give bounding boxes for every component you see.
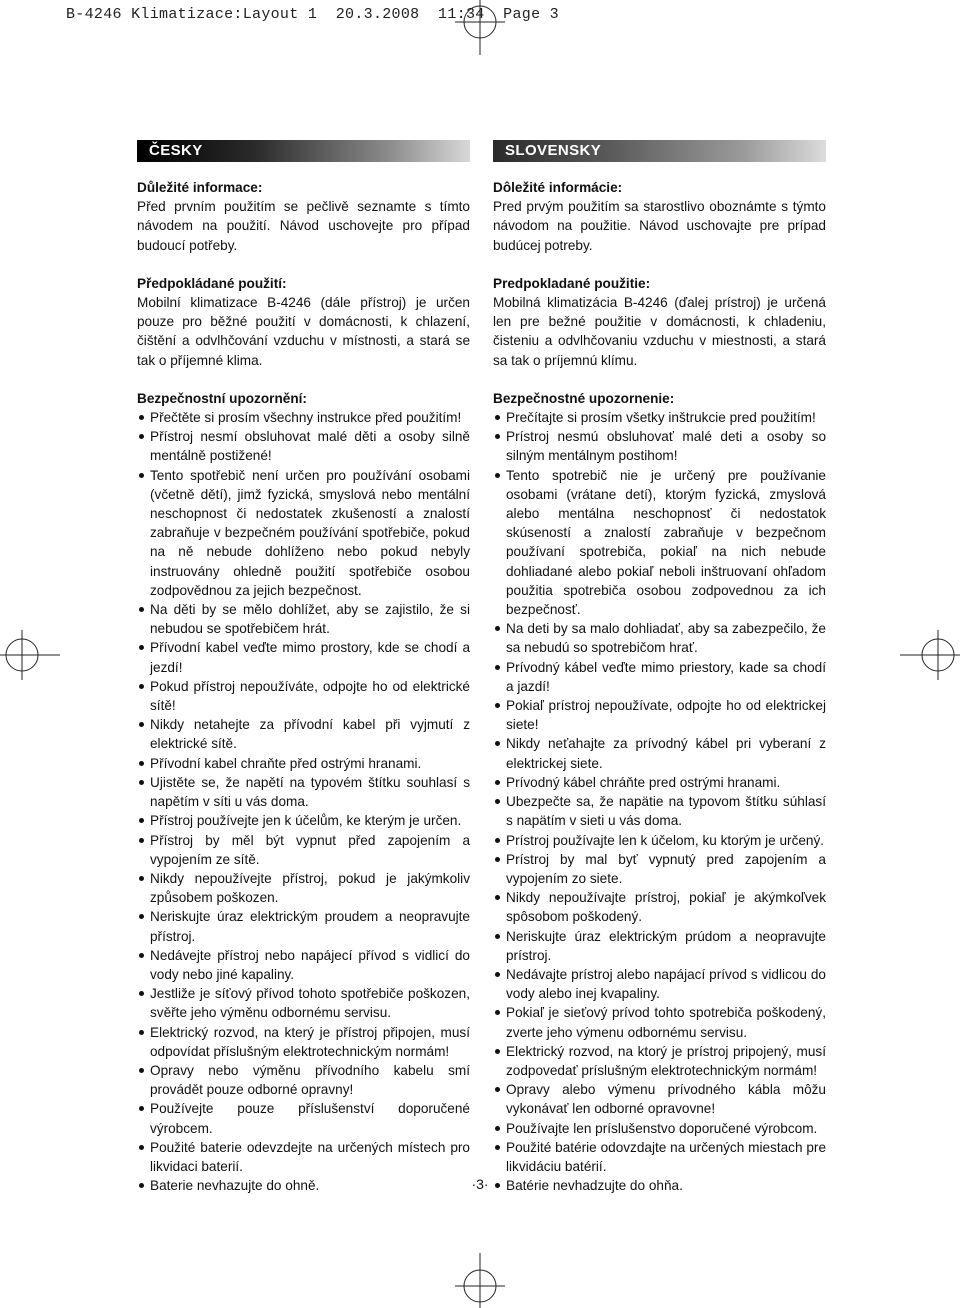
list-item: Používajte len príslušenstvo doporučené výrobcom. bbox=[493, 1119, 826, 1138]
list-item: Jestliže je síťový přívod tohoto spotřebiče poškozen, svěřte jeho výměnu odbornému servisu. bbox=[137, 984, 470, 1022]
important-info-section bbox=[137, 178, 470, 255]
list-item: Batérie nevhadzujte do ohňa. bbox=[493, 1176, 826, 1195]
list-item: Nikdy netahejte za přívodní kabel při vyjmutí z elektrické sítě. bbox=[137, 715, 470, 753]
registration-mark-bottom-icon bbox=[450, 1248, 510, 1308]
safety-heading: Bezpečnostné upozornenie: bbox=[493, 390, 675, 406]
registration-mark-right-icon bbox=[896, 625, 960, 685]
safety-list bbox=[137, 408, 470, 1195]
list-item: Pokud přístroj nepoužíváte, odpojte ho od elektrické sítě! bbox=[137, 677, 470, 715]
list-item: Tento spotrebič nie je určený pre používanie osobami (vrátane detí), ktorým fyzická, zmyslová alebo mentálna neschopnosť či nedostatok skúseností a znalostí zabraňuje v bezpečnom používaní spotrebiča, pokiaľ na nich nebude dohliadané alebo pokiaľ neboli inštruovaní ohľadom použitia spotrebiča osobou zodpovednou za ich bezpečnosť. bbox=[493, 466, 826, 620]
list-item: Prístroj by mal byť vypnutý pred zapojením a vypojením zo siete. bbox=[493, 850, 826, 888]
list-item: Ujistěte se, že napětí na typovém štítku souhlasí s napětím v síti u vás doma. bbox=[137, 773, 470, 811]
intended-use-section bbox=[137, 274, 470, 370]
list-item: Nedávajte prístroj alebo napájací prívod s vidlicou do vody alebo inej kvapaliny. bbox=[493, 965, 826, 1003]
slovak-column bbox=[493, 140, 826, 1195]
list-item: Tento spotřebič není určen pro používání osobami (včetně dětí), jimž fyzická, smyslová nebo mentální neschopnost či nedostatek zkušeností a znalostí zabraňuje v bezpečném používání spotřebiče, pokud na ně nebude dohlíženo nebo pokud nebyly instruovány ohledně použití spotřebiče osobou zodpovědnou za jejich bezpečnost. bbox=[137, 466, 470, 600]
list-item: Opravy alebo výmenu prívodného kábla môžu vykonávať len odborné opravovne! bbox=[493, 1080, 826, 1118]
intended-use-text: Mobilní klimatizace B-4246 (dále přístroj) je určen pouze pro běžné použití v domácnosti, k chlazení, čištění a odvlhčování vzduchu v místnosti, a stará se tak o příjemné klima. bbox=[137, 295, 470, 368]
safety-heading: Bezpečnostní upozornění: bbox=[137, 390, 307, 406]
registration-mark-top-icon bbox=[450, 0, 510, 60]
list-item: Prístroj nesmú obsluhovať malé deti a osoby so silným mentálnym postihom! bbox=[493, 427, 826, 465]
registration-mark-left-icon bbox=[0, 625, 64, 685]
list-item: Ubezpečte sa, že napätie na typovom štítku súhlasí s napätím v sieti u vás doma. bbox=[493, 792, 826, 830]
list-item: Na děti by se mělo dohlížet, aby se zajistilo, že si nebudou se spotřebičem hrát. bbox=[137, 600, 470, 638]
list-item: Použité batérie odovzdajte na určených miestach pre likvidáciu batérií. bbox=[493, 1138, 826, 1176]
list-item: Baterie nevhazujte do ohně. bbox=[137, 1176, 470, 1195]
list-item: Prívodný kábel veďte mimo priestory, kade sa chodí a jazdí! bbox=[493, 658, 826, 696]
list-item: Přívodní kabel chraňte před ostrými hranami. bbox=[137, 754, 470, 773]
intended-use-text: Mobilná klimatizácia B-4246 (ďalej prístroj) je určená len pre bežné použitie v domácnosti, k chladeniu, čisteniu a odvlhčovaniu vzduchu v miestnosti, a stará sa tak o príjemnú klímu. bbox=[493, 295, 826, 368]
list-item: Přístroj používejte jen k účelům, ke kterým je určen. bbox=[137, 811, 470, 830]
list-item: Přečtěte si prosím všechny instrukce před použitím! bbox=[137, 408, 470, 427]
list-item: Použité baterie odevzdejte na určených místech pro likvidaci baterií. bbox=[137, 1138, 470, 1176]
list-item: Prívodný kábel chráňte pred ostrými hranami. bbox=[493, 773, 826, 792]
important-info-text: Před prvním použitím se pečlivě seznamte s tímto návodem na použití. Návod uschovejte pro případ budoucí potřeby. bbox=[137, 199, 470, 253]
intended-use-section bbox=[493, 274, 826, 370]
page-number: ·3· bbox=[471, 1176, 489, 1192]
list-item: Neriskujte úraz elektrickým proudem a neopravujte přístroj. bbox=[137, 907, 470, 945]
important-info-heading: Důležité informace: bbox=[137, 180, 263, 195]
intended-use-heading: Predpokladané použitie: bbox=[493, 275, 651, 291]
list-item: Přístroj by měl být vypnut před zapojením a vypojením ze sítě. bbox=[137, 831, 470, 869]
important-info-section bbox=[493, 178, 826, 255]
safety-list bbox=[493, 408, 826, 1195]
list-item: Nikdy neťahajte za prívodný kábel pri vyberaní z elektrickej siete. bbox=[493, 734, 826, 772]
list-item: Pokiaľ je sieťový prívod tohto spotrebiča poškodený, zverte jeho výmenu odbornému servisu. bbox=[493, 1003, 826, 1041]
list-item: Neriskujte úraz elektrickým prúdom a neopravujte prístroj. bbox=[493, 927, 826, 965]
czech-column bbox=[137, 140, 470, 1195]
list-item: Přívodní kabel veďte mimo prostory, kde se chodí a jezdí! bbox=[137, 638, 470, 676]
important-info-text: Pred prvým použitím sa starostlivo oboznámte s týmto návodom na použitie. Návod uschovajte pre prípad budúcej potreby. bbox=[493, 199, 826, 253]
list-item: Prečítajte si prosím všetky inštrukcie pred použitím! bbox=[493, 408, 826, 427]
list-item: Opravy nebo výměnu přívodního kabelu smí provádět pouze odborné opravny! bbox=[137, 1061, 470, 1099]
list-item: Na deti by sa malo dohliadať, aby sa zabezpečilo, že sa nebudú so spotrebičom hrať. bbox=[493, 619, 826, 657]
list-item: Nikdy nepoužívajte prístroj, pokiaľ je akýmkoľvek spôsobom poškodený. bbox=[493, 888, 826, 926]
list-item: Používejte pouze příslušenství doporučené výrobcem. bbox=[137, 1099, 470, 1137]
important-info-heading: Dôležité informácie: bbox=[493, 180, 623, 195]
print-slug: B-4246 Klimatizace:Layout 1 20.3.2008 11:34 Page 3 bbox=[66, 6, 559, 23]
intended-use-heading: Předpokládané použití: bbox=[137, 275, 287, 291]
list-item: Nedávejte přístroj nebo napájecí přívod s vidlicí do vody nebo jiné kapaliny. bbox=[137, 946, 470, 984]
section-title-slovak: SLOVENSKY bbox=[493, 140, 826, 162]
list-item: Elektrický rozvod, na ktorý je prístroj pripojený, musí zodpovedať príslušným elektrotechnickým normám! bbox=[493, 1042, 826, 1080]
list-item: Přístroj nesmí obsluhovat malé děti a osoby silně mentálně postižené! bbox=[137, 427, 470, 465]
list-item: Elektrický rozvod, na který je přístroj připojen, musí odpovídat příslušným elektrotechnickým normám! bbox=[137, 1023, 470, 1061]
section-title-czech: ČESKY bbox=[137, 140, 470, 162]
list-item: Nikdy nepoužívejte přístroj, pokud je jakýmkoliv způsobem poškozen. bbox=[137, 869, 470, 907]
list-item: Pokiaľ prístroj nepoužívate, odpojte ho od elektrickej siete! bbox=[493, 696, 826, 734]
list-item: Prístroj používajte len k účelom, ku ktorým je určený. bbox=[493, 831, 826, 850]
